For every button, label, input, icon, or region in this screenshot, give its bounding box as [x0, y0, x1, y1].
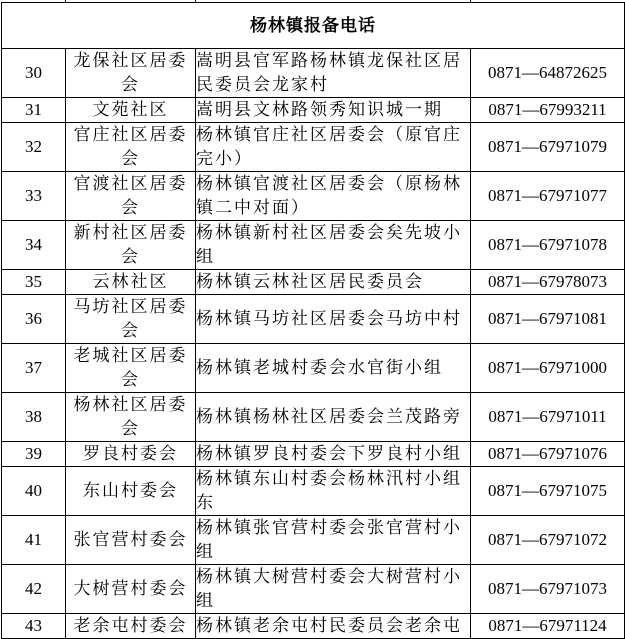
phone-number: 0871—67971072 — [471, 516, 625, 565]
phone-number: 0871—67971077 — [471, 172, 625, 221]
unit-name: 张官营村委会 — [66, 516, 196, 565]
unit-address: 杨林镇官渡社区居委会（原杨林镇二中对面） — [196, 172, 471, 221]
unit-address: 杨林镇老城村委会水官街小组 — [196, 344, 471, 393]
row-number: 38 — [2, 393, 66, 442]
row-number: 36 — [2, 295, 66, 344]
row-number: 31 — [2, 98, 66, 123]
phone-number: 0871—67971011 — [471, 393, 625, 442]
table-row — [2, 270, 625, 295]
table-row — [2, 393, 625, 442]
row-number: 40 — [2, 467, 66, 516]
table-row — [2, 172, 625, 221]
unit-name: 官庄社区居委会 — [66, 123, 196, 172]
row-number: 41 — [2, 516, 66, 565]
table-row — [2, 49, 625, 98]
unit-name: 文苑社区 — [66, 98, 196, 123]
row-number: 42 — [2, 565, 66, 614]
unit-address: 杨林镇杨林社区居委会兰茂路旁 — [196, 393, 471, 442]
table-row — [2, 98, 625, 123]
unit-address: 杨林镇云林社区居民委员会 — [196, 270, 471, 295]
table-title: 杨林镇报备电话 — [2, 3, 625, 49]
unit-address: 杨林镇马坊社区居委会马坊中村 — [196, 295, 471, 344]
row-number: 30 — [2, 49, 66, 98]
unit-name: 龙保社区居委会 — [66, 49, 196, 98]
phone-number: 0871—67971081 — [471, 295, 625, 344]
phone-directory-table — [1, 2, 625, 639]
unit-address: 嵩明县官军路杨林镇龙保社区居民委员会龙家村 — [196, 49, 471, 98]
phone-number: 0871—67971079 — [471, 123, 625, 172]
unit-name: 云林社区 — [66, 270, 196, 295]
table-title-row — [2, 3, 625, 49]
table-row — [2, 565, 625, 614]
phone-number: 0871—67971076 — [471, 442, 625, 467]
row-number: 34 — [2, 221, 66, 270]
unit-address: 杨林镇东山村委会杨林汛村小组东 — [196, 467, 471, 516]
unit-address: 杨林镇大树营村委会大树营村小组 — [196, 565, 471, 614]
unit-name: 大树营村委会 — [66, 565, 196, 614]
table-row — [2, 344, 625, 393]
row-number: 39 — [2, 442, 66, 467]
table-row — [2, 442, 625, 467]
unit-address: 杨林镇老余屯村民委员会老余屯 — [196, 614, 471, 639]
table-row — [2, 516, 625, 565]
row-number: 43 — [2, 614, 66, 639]
unit-name: 老余屯村委会 — [66, 614, 196, 639]
unit-name: 东山村委会 — [66, 467, 196, 516]
row-number: 35 — [2, 270, 66, 295]
row-number: 37 — [2, 344, 66, 393]
phone-number: 0871—67971073 — [471, 565, 625, 614]
unit-name: 杨林社区居委会 — [66, 393, 196, 442]
row-number: 32 — [2, 123, 66, 172]
unit-name: 马坊社区居委会 — [66, 295, 196, 344]
unit-name: 官渡社区居委会 — [66, 172, 196, 221]
table-row — [2, 123, 625, 172]
unit-address: 杨林镇官庄社区居委会（原官庄完小） — [196, 123, 471, 172]
phone-number: 0871—67971078 — [471, 221, 625, 270]
table-row — [2, 295, 625, 344]
table-row — [2, 221, 625, 270]
phone-number: 0871—67978073 — [471, 270, 625, 295]
table-row — [2, 467, 625, 516]
phone-number: 0871—67971075 — [471, 467, 625, 516]
unit-address: 杨林镇张官营村委会张官营村小组 — [196, 516, 471, 565]
phone-number: 0871—67993211 — [471, 98, 625, 123]
unit-name: 新村社区居委会 — [66, 221, 196, 270]
unit-address: 杨林镇新村社区居委会矣先坡小组 — [196, 221, 471, 270]
phone-number: 0871—67971124 — [471, 614, 625, 639]
phone-number: 0871—64872625 — [471, 49, 625, 98]
table-row — [2, 614, 625, 639]
unit-name: 罗良村委会 — [66, 442, 196, 467]
unit-address: 嵩明县文林路领秀知识城一期 — [196, 98, 471, 123]
unit-address: 杨林镇罗良村委会下罗良村小组 — [196, 442, 471, 467]
phone-number: 0871—67971000 — [471, 344, 625, 393]
row-number: 33 — [2, 172, 66, 221]
unit-name: 老城社区居委会 — [66, 344, 196, 393]
